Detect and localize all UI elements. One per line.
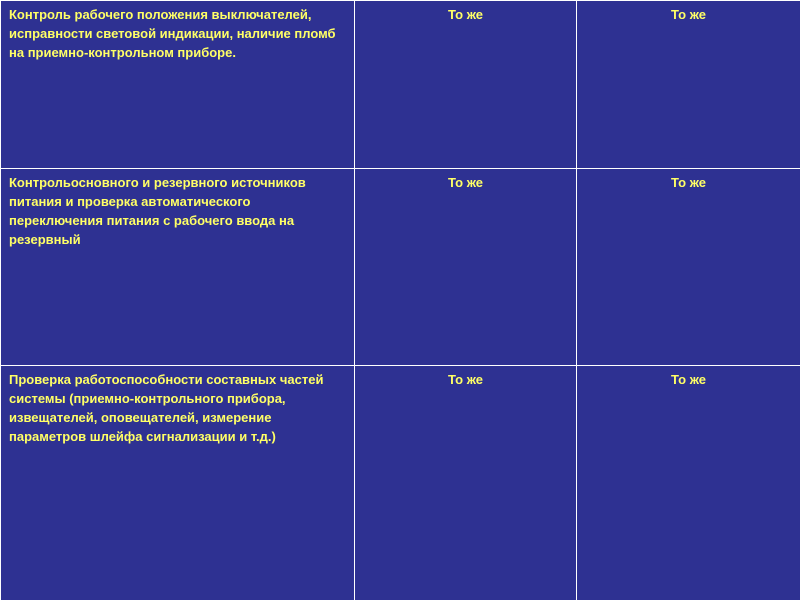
table-row [1,1,800,169]
same-as-above-cell: То же [355,169,577,366]
table-row [1,169,800,366]
work-description-cell: Контроль рабочего положения выключателей, исправности световой индикации, наличие пломб на приемно-контрольном приборе. [1,1,355,169]
same-as-above-cell: То же [355,1,577,169]
table-row [1,366,800,600]
work-description-cell: Проверка работоспособности составных частей системы (приемно-контрольного прибора, извещателей, оповещателей, измерение параметров шлейфа сигнализации и т.д.) [1,366,355,600]
same-as-above-cell: То же [577,169,800,366]
work-description-cell: Контрольосновного и резервного источников питания и проверка автоматического переключения питания с рабочего ввода на резервный [1,169,355,366]
same-as-above-cell: То же [577,366,800,600]
same-as-above-cell: То же [355,366,577,600]
same-as-above-cell: То же [577,1,800,169]
